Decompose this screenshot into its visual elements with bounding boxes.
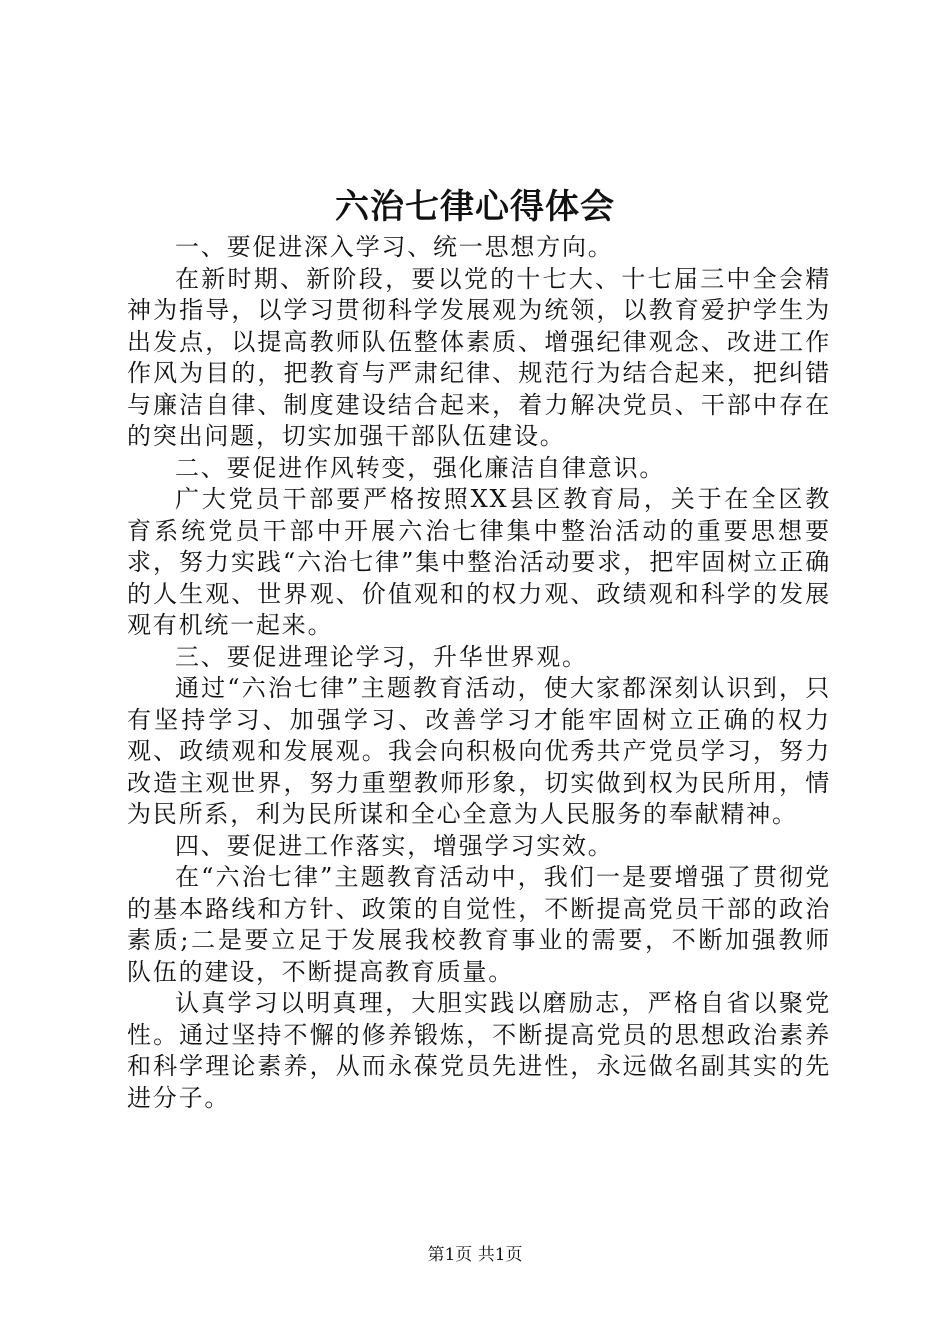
document-title: 六治七律心得体会 xyxy=(335,187,615,227)
document-body xyxy=(127,232,831,1114)
section-heading-3: 三、要促进理论学习，升华世界观。 xyxy=(175,642,588,671)
paragraph-3: 通过“六治七律”主题教育活动，使大家都深刻认识到，只有坚持学习、加强学习、改善学习才能牢固树立正确的权力观、政绩观和发展观。我会向积极向优秀共产党员学习，努力改造主观世界，努力重塑教师形象，切实做到权为民所用，情为民所系，利为民所谋和全心全意为人民服务的奉献精神。 xyxy=(127,674,831,828)
page-footer: 第1页 共1页 xyxy=(427,1245,523,1265)
paragraph-1: 在新时期、新阶段，要以党的十七大、十七届三中全会精神为指导，以学习贯彻科学发展观为统领，以教育爱护学生为出发点，以提高教师队伍整体素质、增强纪律观念、改进工作作风为目的，把教育与严肃纪律、规范行为结合起来，把纠错与廉洁自律、制度建设结合起来，着力解决党员、干部中存在的突出问题，切实加强干部队伍建设。 xyxy=(127,264,831,450)
section-heading-1: 一、要促进深入学习、统一思想方向。 xyxy=(175,233,614,261)
section-heading-4: 四、要促进工作落实，增强学习实效。 xyxy=(175,831,614,860)
paragraph-4: 在“六治七律”主题教育活动中，我们一是要增强了贯彻党的基本路线和方针、政策的自觉性，不断提高党员干部的政治素质;二是要立足于发展我校教育事业的需要，不断加强教师队伍的建设，不断提高教育质量。 xyxy=(127,863,831,986)
section-heading-2: 二、要促进作风转变，强化廉洁自律意识。 xyxy=(175,453,666,482)
paragraph-2: 广大党员干部要严格按照XX县区教育局，关于在全区教育系统党员干部中开展六治七律集中整治活动的重要思想要求，努力实践“六治七律”集中整治活动要求，把牢固树立正确的人生观、世界观、价值观和的权力观、政绩观和科学的发展观有机统一起来。 xyxy=(127,485,831,639)
paragraph-5: 认真学习以明真理，大胆实践以磨励志，严格自省以聚党性。通过坚持不懈的修养锻炼，不断提高党员的思想政治素养和科学理论素养，从而永葆党员先进性，永远做名副其实的先进分子。 xyxy=(127,989,831,1112)
